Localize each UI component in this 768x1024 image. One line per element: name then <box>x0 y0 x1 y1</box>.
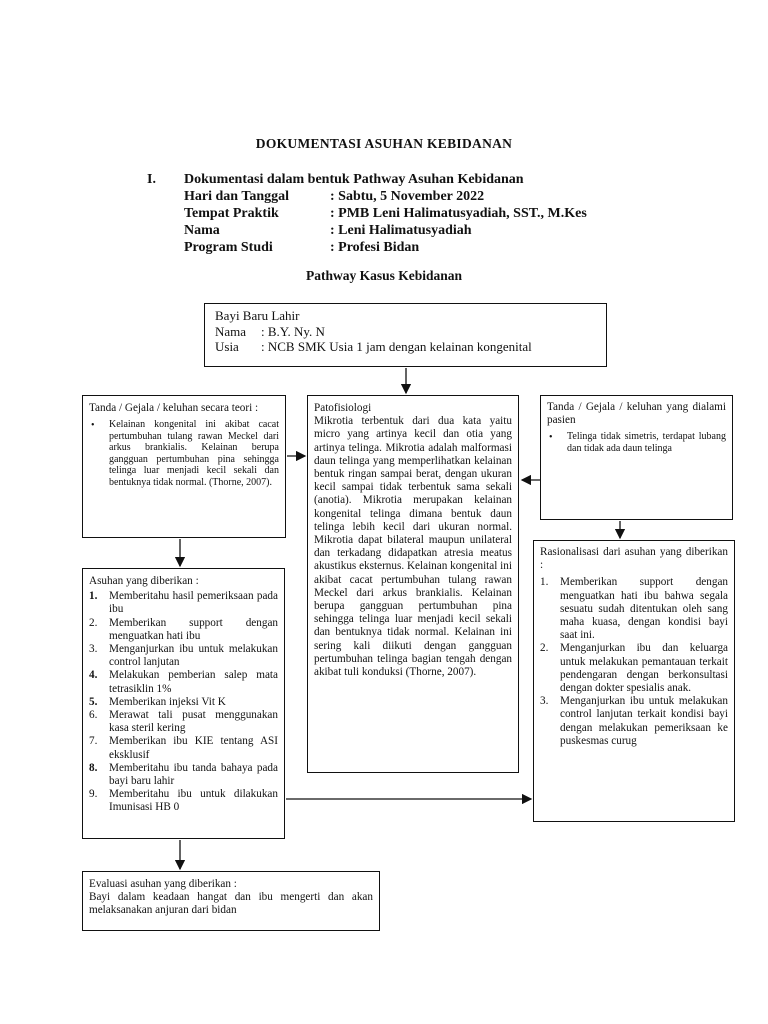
list-text: Menganjurkan ibu untuk melakukan control lanjutan <box>109 643 278 669</box>
tanda-teori-bullet-item <box>89 419 279 488</box>
list-number: 3. <box>540 695 549 708</box>
rasionalisasi-box <box>533 540 735 822</box>
tanda-teori-heading: Tanda / Gejala / keluhan secara teori : <box>89 402 259 414</box>
tanda-pasien-heading: Tanda / Gejala / keluhan yang dialami pasien <box>547 401 726 427</box>
list-number: 2. <box>540 642 549 655</box>
bullet-icon: • <box>91 420 95 432</box>
list-number: 6. <box>89 709 98 722</box>
list-text: Menganjurkan ibu dan keluarga untuk melakukan pemantauan terkait pendengaran dengan berkonsultasi dengan dokter spesialis anak. <box>560 642 728 695</box>
list-text: Melakukan pemberian salep mata tetrasiklin 1% <box>109 669 278 695</box>
list-item <box>89 590 278 616</box>
info-label: Nama <box>184 223 220 238</box>
list-text: Memberikan support dengan menguatkan hati ibu bahwa segala sesuatu sudah ditentukan oleh sang maha kuasa, dengan kondisi bayi saat ini. <box>560 576 728 642</box>
evaluasi-text: Bayi dalam keadaan hangat dan ibu mengerti dan akan melaksanakan anjuran dari bidan <box>89 891 373 917</box>
document-title: DOKUMENTASI ASUHAN KEBIDANAN <box>255 136 513 151</box>
section-number: I. <box>147 172 156 187</box>
bayi-usia-row <box>215 339 596 355</box>
list-number: 5. <box>89 695 98 708</box>
list-number: 7. <box>89 735 98 748</box>
bayi-usia-value: : NCB SMK Usia 1 jam dengan kelainan kongenital <box>261 339 532 354</box>
list-item <box>89 762 278 788</box>
tanda-pasien-text: Telinga tidak simetris, terdapat lubang dan tidak ada daun telinga <box>567 431 726 454</box>
list-text: Memberitahu ibu untuk dilakukan Imunisasi HB 0 <box>109 788 278 814</box>
list-number: 8. <box>89 761 98 774</box>
list-item <box>540 576 728 642</box>
asuhan-box <box>82 568 285 839</box>
tanda-pasien-bullet-item <box>547 431 726 454</box>
bayi-heading: Bayi Baru Lahir <box>215 308 300 323</box>
tanda-teori-box <box>82 395 286 538</box>
info-value: : Sabtu, 5 November 2022 <box>330 189 485 204</box>
bayi-usia-label: Usia <box>215 339 239 354</box>
list-number: 1. <box>89 590 98 603</box>
list-number: 2. <box>89 616 98 629</box>
list-item <box>89 617 278 643</box>
list-text: Menganjurkan ibu untuk melakukan control lanjutan terkait kondisi bayi dengan melakukan pemeriksaan ke puskesmas curug <box>560 695 728 747</box>
asuhan-list <box>89 590 278 814</box>
info-value: : Leni Halimatusyadiah <box>330 223 472 238</box>
list-item <box>89 696 278 709</box>
list-item <box>89 643 278 669</box>
bayi-nama-value: : B.Y. Ny. N <box>261 323 325 339</box>
info-value: : Profesi Bidan <box>330 240 420 255</box>
patofisiologi-box <box>307 395 519 773</box>
list-number: 4. <box>89 669 98 682</box>
info-label: Program Studi <box>184 240 273 255</box>
rasionalisasi-heading: Rasionalisasi dari asuhan yang diberikan : <box>540 546 728 572</box>
list-text: Memberitahu ibu tanda bahaya pada bayi baru lahir <box>109 761 278 788</box>
asuhan-heading: Asuhan yang diberikan : <box>89 575 199 587</box>
bayi-box <box>204 303 607 367</box>
tanda-teori-text: Kelainan kongenital ini akibat cacat pertumbuhan tulang rawan Meckel dari arkus brankialis. Kelainan berupa gangguan pertumbuhan pina sehingga telinga luar menjadi kecil sekali dan bentuknya tidak normal. (Thorne, 2007). <box>109 419 279 488</box>
patofisiologi-text: Mikrotia terbentuk dari dua kata yaitu micro yang artinya kecil dan otia yang artinya telinga. Mikrotia adalah malformasi daun telinga yang memperlihatkan kelainan bentuk ringan sampai berat, dengan ukuran kecil sampai tidak terbentuk sama sekali (anotia). Mikrotia merupakan kelainan kongenital telinga dimana bentuk daun telinga lebih kecil dari ukuran normal. Mikrotia dapat bilateral maupun unilateral dan terkadang didapatkan atresia meatus akustikus eksternus. Kelainan kongenital ini akibat cacat pertumbuhan tulang rawan Meckel dari arkus brankialis. Kelainan berupa gangguan pertumbuhan pina sehingga telinga luar menjadi kecil sekali dan bentuknya tidak normal. Kelainan ini sering kali diikuti dengan gangguan pertumbuhan telinga bagian tengah dengan akibat tuli konduksi (Thorne, 2007). <box>314 415 512 679</box>
patofisiologi-heading: Patofisiologi <box>314 402 372 414</box>
list-text: Memberikan injeksi Vit K <box>109 695 226 708</box>
bullet-icon: • <box>549 432 553 444</box>
list-item <box>89 788 278 814</box>
list-item <box>89 735 278 761</box>
list-item <box>540 695 728 748</box>
bayi-nama-label: Nama <box>215 323 247 339</box>
list-item <box>89 709 278 735</box>
bayi-nama-row <box>215 324 596 340</box>
list-item <box>89 669 278 695</box>
list-text: Memberitahu hasil pemeriksaan pada ibu <box>109 590 278 616</box>
pathway-title: Pathway Kasus Kebidanan <box>305 268 463 283</box>
evaluasi-heading: Evaluasi asuhan yang diberikan : <box>89 878 237 890</box>
evaluasi-box <box>82 871 380 931</box>
list-number: 9. <box>89 788 98 801</box>
list-text: Merawat tali pusat menggunakan kasa steril kering <box>109 709 278 735</box>
list-text: Memberikan ibu KIE tentang ASI eksklusif <box>109 735 278 761</box>
list-text: Memberikan support dengan menguatkan hati ibu <box>109 616 278 642</box>
info-label: Tempat Praktik <box>184 206 279 221</box>
section-heading: Dokumentasi dalam bentuk Pathway Asuhan Kebidanan <box>184 172 524 187</box>
info-label: Hari dan Tanggal <box>184 189 290 204</box>
list-item <box>540 642 728 695</box>
rasionalisasi-list <box>540 576 728 748</box>
info-value: : PMB Leni Halimatusyadiah, SST., M.Kes <box>330 206 587 221</box>
list-number: 1. <box>540 576 549 589</box>
list-number: 3. <box>89 643 98 656</box>
tanda-pasien-box <box>540 395 733 520</box>
